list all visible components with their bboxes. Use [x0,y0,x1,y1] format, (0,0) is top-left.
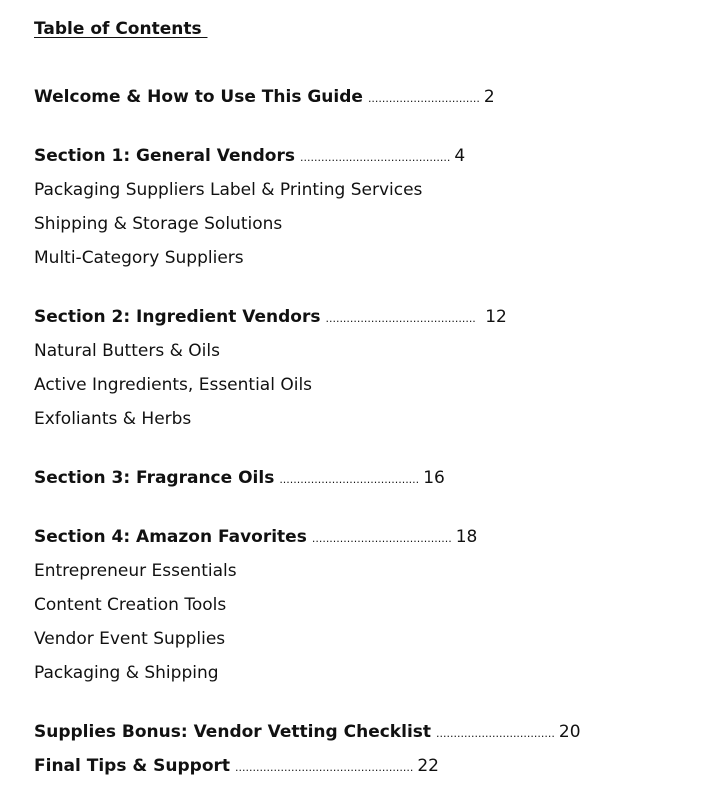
toc-page-number: 12 [479,307,507,327]
toc-page-number: 2 [483,87,495,107]
toc-leader-dots: ................................................... [235,761,414,774]
toc-subentry[interactable]: Multi-Category Suppliers [34,248,244,268]
toc-leader-dots: ........................................... [325,312,476,325]
toc-subentry[interactable]: Packaging Suppliers Label & Printing Services [34,180,423,200]
toc-subentry[interactable]: Active Ingredients, Essential Oils [34,375,313,395]
toc-title: Table of Contents [34,19,208,39]
toc-entry-welcome[interactable] [34,87,495,109]
toc-leader-dots: ........................................ [311,532,452,545]
toc-subentry[interactable]: Vendor Event Supplies [34,629,226,649]
toc-entry-label: Section 3: Fragrance Oils [34,468,275,488]
toc-entry-section-2[interactable] [34,307,507,329]
toc-page-number: 22 [417,756,439,776]
toc-entry-label: Section 4: Amazon Favorites [34,527,307,547]
toc-subentry[interactable]: Natural Butters & Oils [34,341,220,361]
toc-entry-supplies-bonus[interactable] [34,722,581,744]
toc-subentry[interactable]: Shipping & Storage Solutions [34,214,283,234]
toc-entry-label: Welcome & How to Use This Guide [34,87,363,107]
toc-entry-label: Final Tips & Support [34,756,231,776]
toc-entry-section-4[interactable] [34,527,477,549]
toc-leader-dots: ........................................... [299,151,451,164]
toc-leader-dots: .................................. [436,727,555,740]
toc-entry-final-tips[interactable] [34,756,439,778]
toc-leader-dots: ................................ [367,92,480,105]
toc-entry-label: Section 1: General Vendors [34,146,295,166]
toc-page-number: 18 [455,527,478,547]
toc-subentry[interactable]: Content Creation Tools [34,595,227,615]
toc-entry-section-1[interactable] [34,146,465,168]
toc-subentry[interactable]: Entrepreneur Essentials [34,561,237,581]
toc-page-number: 4 [454,146,466,166]
toc-leader-dots: ........................................ [279,473,420,486]
toc-page-number: 16 [423,468,445,488]
toc-page-number: 20 [558,722,581,742]
toc-entry-section-3[interactable] [34,468,445,490]
toc-entry-label: Section 2: Ingredient Vendors [34,307,321,327]
toc-subentry[interactable]: Exfoliants & Herbs [34,409,192,429]
toc-subentry[interactable]: Packaging & Shipping [34,663,219,683]
toc-entry-label: Supplies Bonus: Vendor Vetting Checklist [34,722,432,742]
